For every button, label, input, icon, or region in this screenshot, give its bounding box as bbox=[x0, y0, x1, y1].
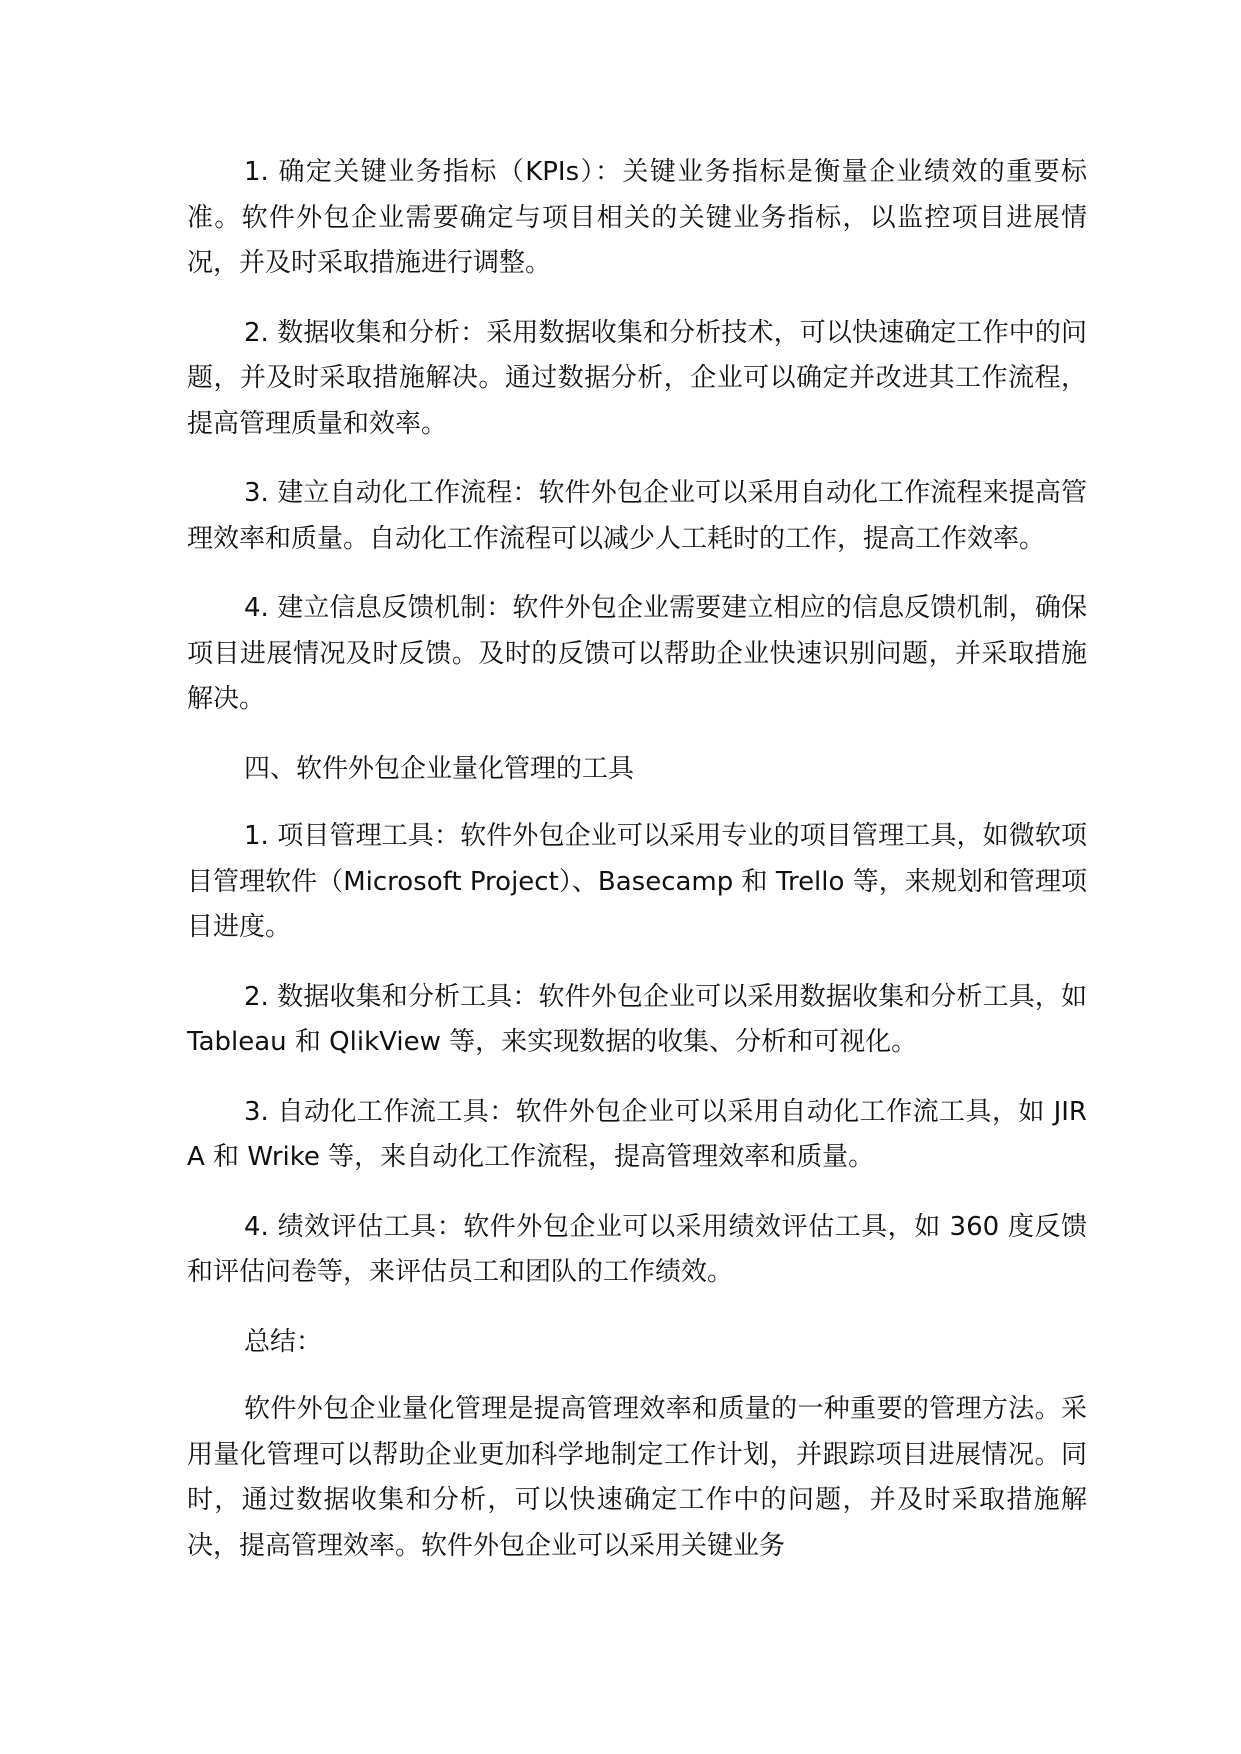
paragraph-project-management-tools: 1. 项目管理工具：软件外包企业可以采用专业的项目管理工具，如微软项目管理软件（Microsoft Project）、Basecamp 和 Trello 等，来规划和管理项目进度。 bbox=[187, 821, 1087, 942]
paragraph-kpi: 1. 确定关键业务指标（KPIs）：关键业务指标是衡量企业绩效的重要标准。软件外包企业需要确定与项目相关的关键业务指标，以监控项目进展情况，并及时采取措施进行调整。 bbox=[187, 157, 1087, 278]
document-body bbox=[187, 150, 1087, 1569]
paragraph-feedback-mechanism: 4. 建立信息反馈机制：软件外包企业需要建立相应的信息反馈机制，确保项目进展情况及时反馈。及时的反馈可以帮助企业快速识别问题，并采取措施解决。 bbox=[187, 593, 1087, 714]
paragraph-automation-workflow: 3. 建立自动化工作流程：软件外包企业可以采用自动化工作流程来提高管理效率和质量。自动化工作流程可以减少人工耗时的工作，提高工作效率。 bbox=[187, 478, 1087, 554]
paragraph-data-tools: 2. 数据收集和分析工具：软件外包企业可以采用数据收集和分析工具，如 Tableau 和 QlikView 等，来实现数据的收集、分析和可视化。 bbox=[187, 981, 1087, 1057]
section-heading-tools: 四、软件外包企业量化管理的工具 bbox=[244, 753, 635, 784]
paragraph-workflow-tools: 3. 自动化工作流工具：软件外包企业可以采用自动化工作流工具，如 JIRA 和 Wrike 等，来自动化工作流程，提高管理效率和质量。 bbox=[187, 1096, 1087, 1172]
paragraph-performance-tools: 4. 绩效评估工具：软件外包企业可以采用绩效评估工具，如 360 度反馈和评估问卷等，来评估员工和团队的工作绩效。 bbox=[187, 1211, 1087, 1287]
paragraph-data-analysis: 2. 数据收集和分析：采用数据收集和分析技术，可以快速确定工作中的问题，并及时采取措施解决。通过数据分析，企业可以确定并改进其工作流程，提高管理质量和效率。 bbox=[187, 317, 1087, 439]
summary-label: 总结： bbox=[244, 1326, 323, 1357]
paragraph-summary: 软件外包企业量化管理是提高管理效率和质量的一种重要的管理方法。采用量化管理可以帮助企业更加科学地制定工作计划，并跟踪项目进展情况。同时，通过数据收集和分析，可以快速确定工作中的问题，并及时采取措施解决，提高管理效率。软件外包企业可以采用关键业务 bbox=[187, 1394, 1087, 1561]
